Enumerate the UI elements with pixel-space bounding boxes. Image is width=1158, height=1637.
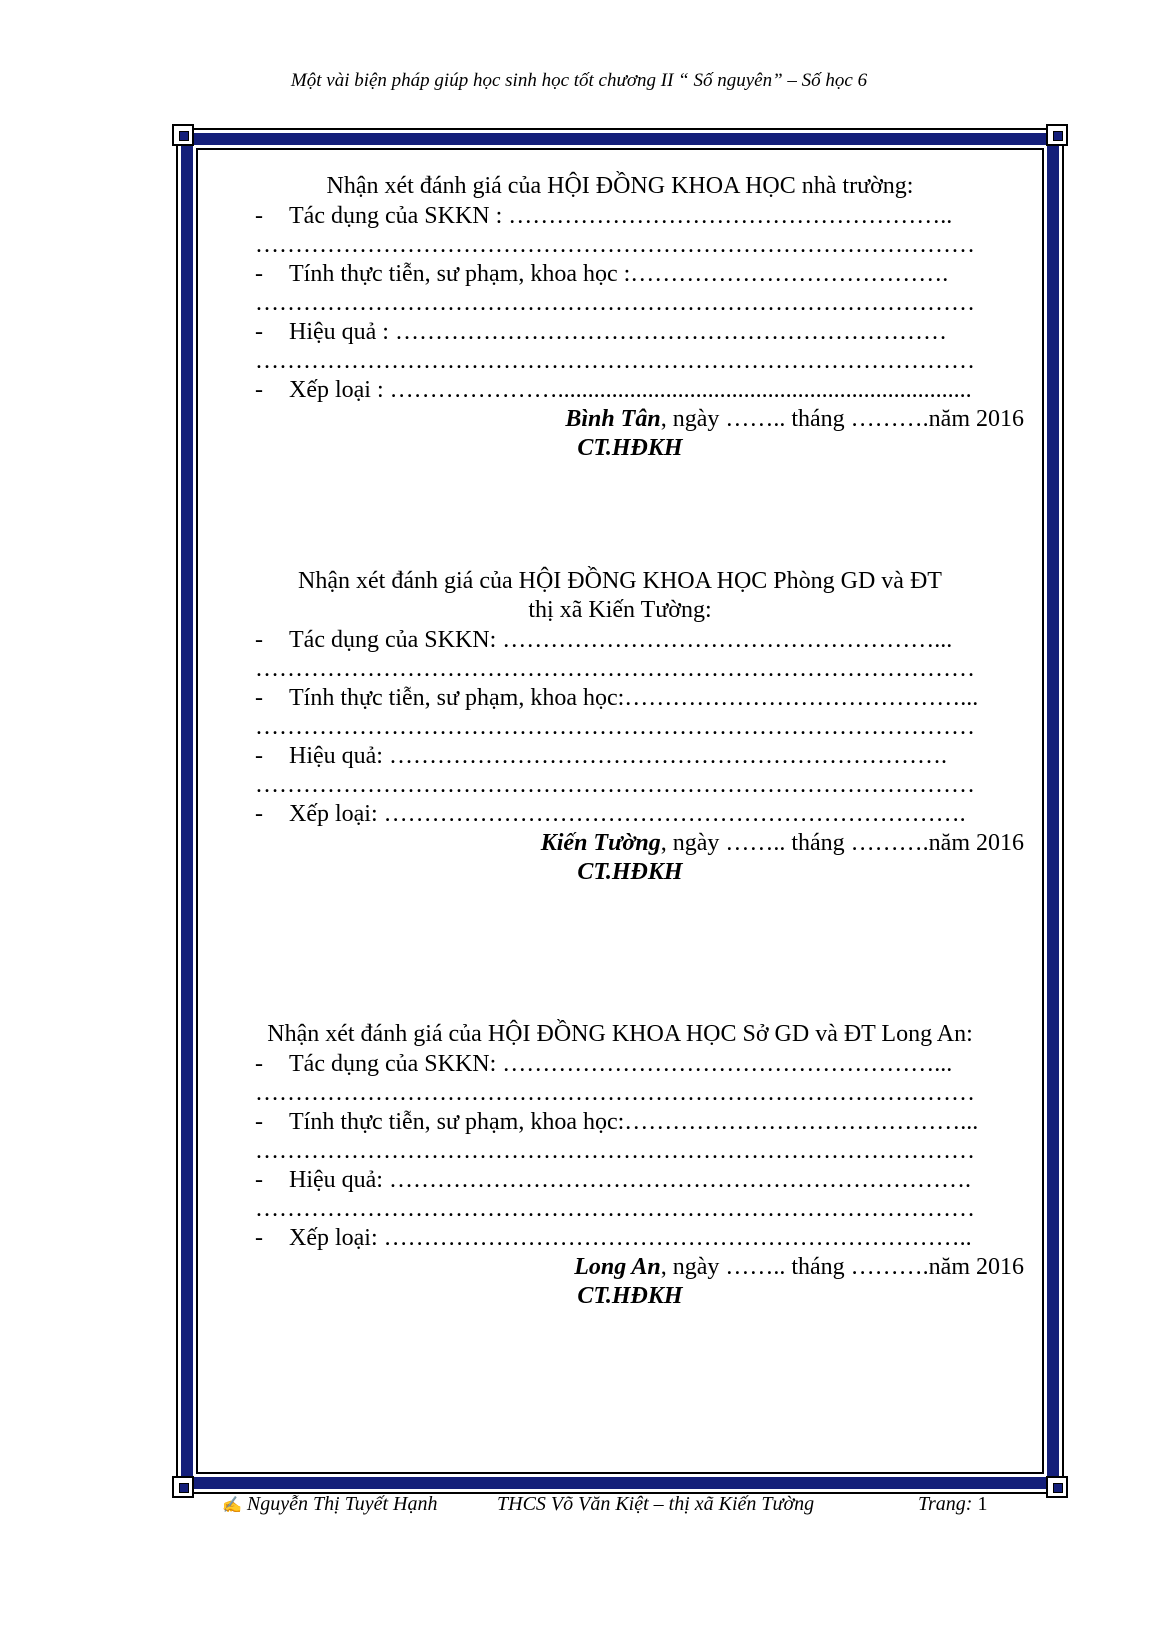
section-3-continuation-2: ………………………………………………………………………………: [255, 1138, 975, 1164]
section-1-item-4: - Xếp loại : ………………….....................................................................: [255, 377, 972, 403]
section-3-continuation-3: ………………………………………………………………………………: [255, 1196, 975, 1222]
section-2-continuation-1: ………………………………………………………………………………: [255, 656, 975, 682]
section-2-item-4: - Xếp loại: ……………………………………………………………….: [255, 801, 966, 827]
section-1-item-1: - Tác dụng của SKKN : ………………………………………………..: [255, 203, 953, 229]
corner-ornament-bottom-left: [172, 1476, 194, 1498]
corner-ornament-bottom-right: [1046, 1476, 1068, 1498]
section-2-date-line: Kiến Tường, ngày …….. tháng ……….năm 2016: [540, 830, 1024, 856]
section-1-date-line: Bình Tân, ngày …….. tháng ……….năm 2016: [565, 406, 1024, 432]
section-3-item-3: - Hiệu quả: ……………………………………………………………….: [255, 1167, 971, 1193]
section-3-item-1: - Tác dụng của SKKN: ………………………………………………...: [255, 1051, 953, 1077]
section-1-item-2: - Tính thực tiễn, sư phạm, khoa học :………………………………….: [255, 261, 949, 287]
section-1-continuation-3: ………………………………………………………………………………: [255, 348, 975, 374]
section-3-item-4: - Xếp loại: ………………………………………………………………..: [255, 1225, 972, 1251]
section-1-continuation-2: ………………………………………………………………………………: [255, 290, 975, 316]
footer-school: THCS Võ Văn Kiệt – thị xã Kiến Tường: [497, 1493, 815, 1515]
section-1-continuation-1: ………………………………………………………………………………: [255, 232, 975, 258]
section-2-title-line-2: thị xã Kiến Tường:: [528, 597, 712, 623]
section-1-item-3: - Hiệu quả : ……………………………………………………………: [255, 319, 947, 345]
corner-ornament-top-right: [1046, 124, 1068, 146]
page-header: Một vài biện pháp giúp học sinh học tốt chương II “ Số nguyên” – Số học 6: [290, 70, 868, 91]
section-2-item-2: - Tính thực tiễn, sư phạm, khoa học:……………………………………...: [255, 685, 979, 711]
section-2-continuation-2: ………………………………………………………………………………: [255, 714, 975, 740]
section-2-title-line-1: Nhận xét đánh giá của HỘI ĐỒNG KHOA HỌC Phòng GD và ĐT: [298, 568, 942, 594]
section-2-item-3: - Hiệu quả: …………………………………………………………….: [255, 743, 947, 769]
section-2-continuation-3: ………………………………………………………………………………: [255, 772, 975, 798]
section-3-title: Nhận xét đánh giá của HỘI ĐỒNG KHOA HỌC Sở GD và ĐT Long An:: [267, 1021, 973, 1047]
section-3-continuation-1: ………………………………………………………………………………: [255, 1080, 975, 1106]
section-3-item-2: - Tính thực tiễn, sư phạm, khoa học:……………………………………...: [255, 1109, 979, 1135]
footer-page: Trang: 1: [918, 1493, 988, 1515]
corner-ornament-top-left: [172, 124, 194, 146]
footer-author: ✍ Nguyễn Thị Tuyết Hạnh: [222, 1493, 438, 1515]
section-1-signer: CT.HĐKH: [577, 435, 683, 461]
section-2-signer: CT.HĐKH: [577, 859, 683, 885]
section-1-title: Nhận xét đánh giá của HỘI ĐỒNG KHOA HỌC nhà trường:: [326, 173, 914, 199]
pen-icon: ✍: [222, 1497, 242, 1514]
section-2-item-1: - Tác dụng của SKKN: ………………………………………………...: [255, 627, 953, 653]
section-3-date-line: Long An, ngày …….. tháng ……….năm 2016: [574, 1254, 1024, 1280]
section-3-signer: CT.HĐKH: [577, 1283, 683, 1309]
